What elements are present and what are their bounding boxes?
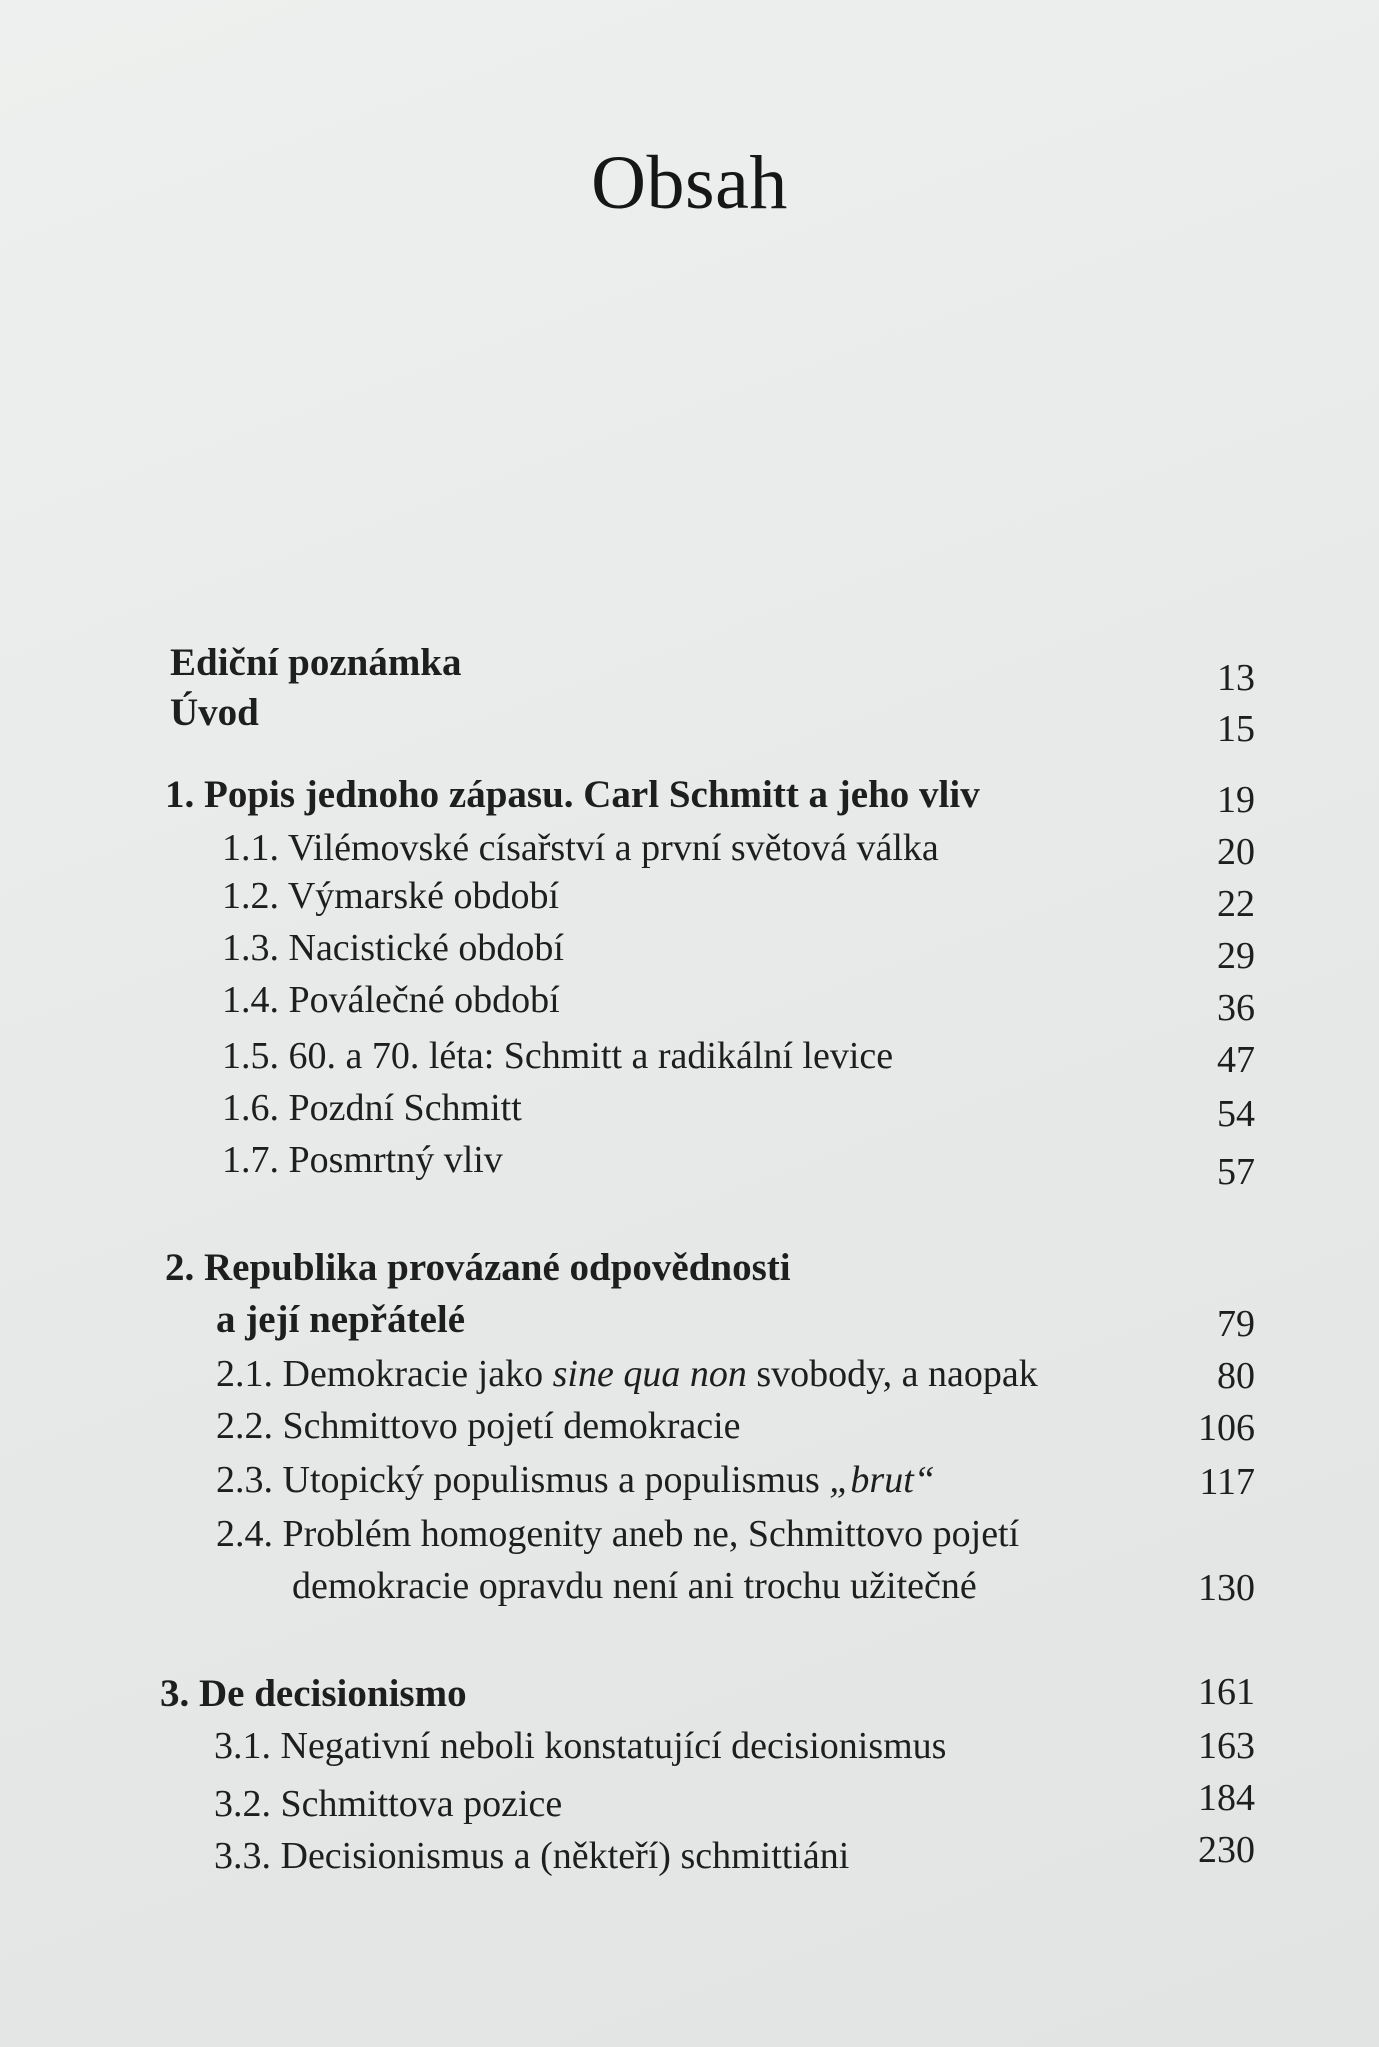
toc-page-number: 79	[1217, 1303, 1255, 1345]
chapter-title: De decisionismo	[199, 1672, 467, 1715]
section-text: 2.1. Demokracie jako	[216, 1353, 553, 1395]
toc-section-1-3: 1.3. Nacistické období	[222, 927, 564, 969]
toc-section-1-4: 1.4. Poválečné období	[222, 979, 560, 1021]
toc-page-number: 29	[1217, 935, 1255, 977]
toc-section-2-2: 2.2. Schmittovo pojetí demokracie	[216, 1405, 741, 1447]
toc-entry-edicni-poznamka: Ediční poznámka	[170, 641, 462, 684]
toc-page-number: 13	[1217, 657, 1255, 699]
toc-page-number: 230	[1198, 1829, 1255, 1871]
toc-page-number: 15	[1217, 708, 1255, 750]
toc-page-number: 106	[1198, 1407, 1255, 1449]
toc-section-2-1	[216, 1351, 1038, 1397]
toc-chapter-2-line-2: a její nepřátelé	[216, 1298, 466, 1341]
toc-chapter-1	[165, 772, 980, 818]
toc-section-3-2: 3.2. Schmittova pozice	[214, 1783, 563, 1825]
toc-section-1-6: 1.6. Pozdní Schmitt	[222, 1087, 522, 1129]
section-text: svobody, a naopak	[746, 1353, 1038, 1395]
toc-section-1-7: 1.7. Posmrtný vliv	[222, 1139, 503, 1181]
section-text: 2.3. Utopický populismus a populismus	[216, 1459, 830, 1501]
toc-section-1-2: 1.2. Výmarské období	[222, 875, 560, 917]
toc-page-number: 80	[1217, 1355, 1255, 1397]
chapter-title-line-1: Republika provázané odpovědnosti	[204, 1246, 791, 1289]
chapter-title: Popis jednoho zápasu. Carl Schmitt a jeho vliv	[204, 773, 980, 816]
toc-page-number: 54	[1217, 1093, 1255, 1135]
section-italic-text: sine qua non	[552, 1353, 747, 1395]
toc-page-number: 117	[1199, 1461, 1255, 1503]
toc-section-1-5: 1.5. 60. a 70. léta: Schmitt a radikální levice	[222, 1035, 894, 1077]
page-title: Obsah	[591, 141, 788, 225]
toc-chapter-2	[165, 1245, 791, 1291]
toc-page-number: 57	[1217, 1151, 1255, 1193]
toc-section-3-1: 3.1. Negativní neboli konstatující decisionismus	[214, 1725, 947, 1767]
toc-section-2-4-line-2: demokracie opravdu není ani trochu užitečné	[292, 1565, 977, 1607]
toc-page-number: 36	[1217, 987, 1255, 1029]
toc-page-number: 161	[1198, 1671, 1255, 1713]
chapter-number: 1.	[165, 773, 195, 816]
toc-section-2-4-line-1: 2.4. Problém homogenity aneb ne, Schmittovo pojetí	[216, 1513, 1020, 1555]
toc-section-2-3	[216, 1457, 935, 1503]
chapter-number: 3.	[160, 1672, 190, 1715]
toc-page-number: 19	[1217, 779, 1255, 821]
toc-page-number: 163	[1198, 1725, 1255, 1767]
toc-section-3-3: 3.3. Decisionismus a (někteří) schmittiáni	[214, 1835, 850, 1877]
chapter-number: 2.	[165, 1246, 195, 1289]
toc-chapter-3	[160, 1671, 467, 1717]
toc-page-number: 22	[1217, 883, 1255, 925]
toc-section-1-1: 1.1. Vilémovské císařství a první světová válka	[222, 827, 939, 869]
toc-page-number: 47	[1217, 1039, 1255, 1081]
toc-page-number: 20	[1217, 831, 1255, 873]
section-italic-text: „brut“	[829, 1459, 935, 1501]
toc-page-number: 130	[1198, 1567, 1255, 1609]
toc-entry-uvod: Úvod	[170, 691, 259, 734]
toc-page-number: 184	[1198, 1777, 1255, 1819]
